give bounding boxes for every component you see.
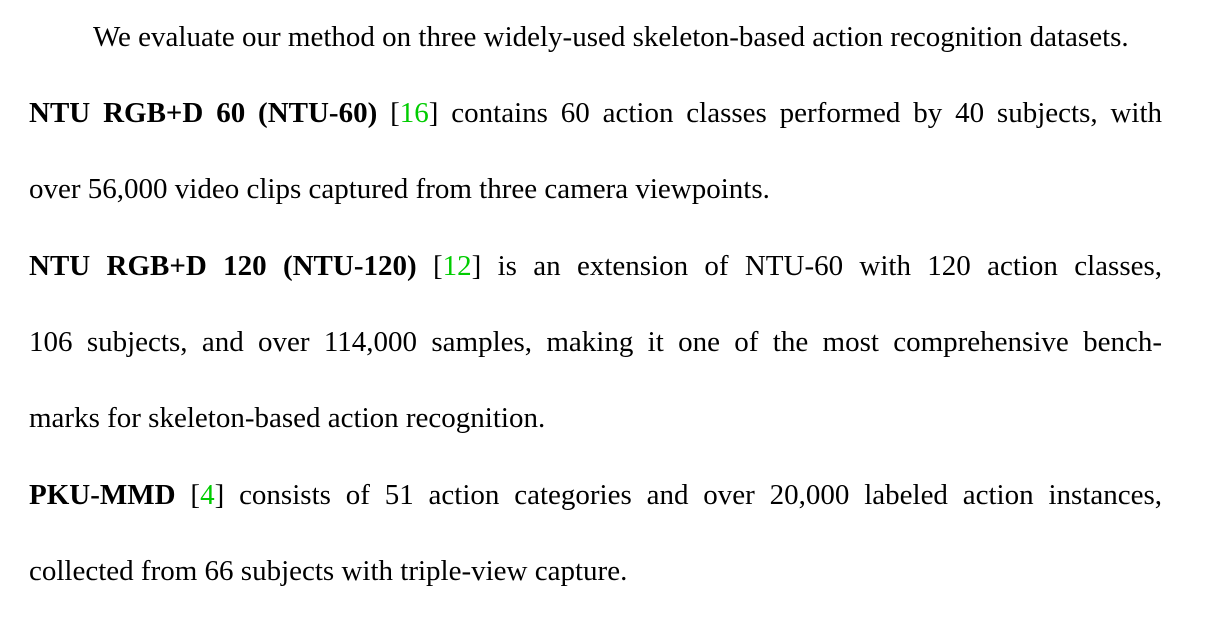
ntu60-description-2: over 56,000 video clips captured from three camera viewpoints. [29,173,770,205]
ntu120-paragraph-line-3 [29,398,545,438]
ntu60-paragraph-line-1 [29,93,1162,133]
ntu120-paragraph-line-2 [29,322,1162,362]
citation-pkummd[interactable]: [4] [190,479,225,511]
ntu120-description-1: is an extension of NTU-60 with 120 action classes, [497,250,1163,282]
citation-number[interactable]: 12 [442,250,472,282]
ntu60-description-1: contains 60 action classes performed by 40 subjects, with [451,97,1163,129]
pkummd-paragraph-line-2 [29,551,627,591]
pkummd-description-1: consists of 51 action categories and over 20,000 labeled action instances, [239,479,1162,511]
intro-paragraph [93,17,1129,57]
pkummd-paragraph-line-1 [29,475,1162,515]
citation-number[interactable]: 16 [399,97,429,129]
dataset-name-pkummd: PKU-MMD [29,479,176,511]
ntu60-paragraph-line-2 [29,169,770,209]
dataset-name-ntu120: NTU RGB+D 120 (NTU-120) [29,250,417,282]
ntu120-description-3: marks for skeleton-based action recognition. [29,402,546,434]
dataset-name-ntu60: NTU RGB+D 60 (NTU-60) [29,97,378,129]
intro-text: We evaluate our method on three widely-used skeleton-based action recognition datasets. [93,21,1129,53]
citation-number[interactable]: 4 [200,479,215,511]
ntu120-description-2: 106 subjects, and over 114,000 samples, making it one of the most comprehensive bench- [29,326,1162,358]
citation-ntu120[interactable]: [12] [432,250,482,282]
pkummd-description-2: collected from 66 subjects with triple-view capture. [29,555,628,587]
ntu120-paragraph-line-1 [29,246,1162,286]
citation-ntu60[interactable]: [16] [390,97,439,129]
